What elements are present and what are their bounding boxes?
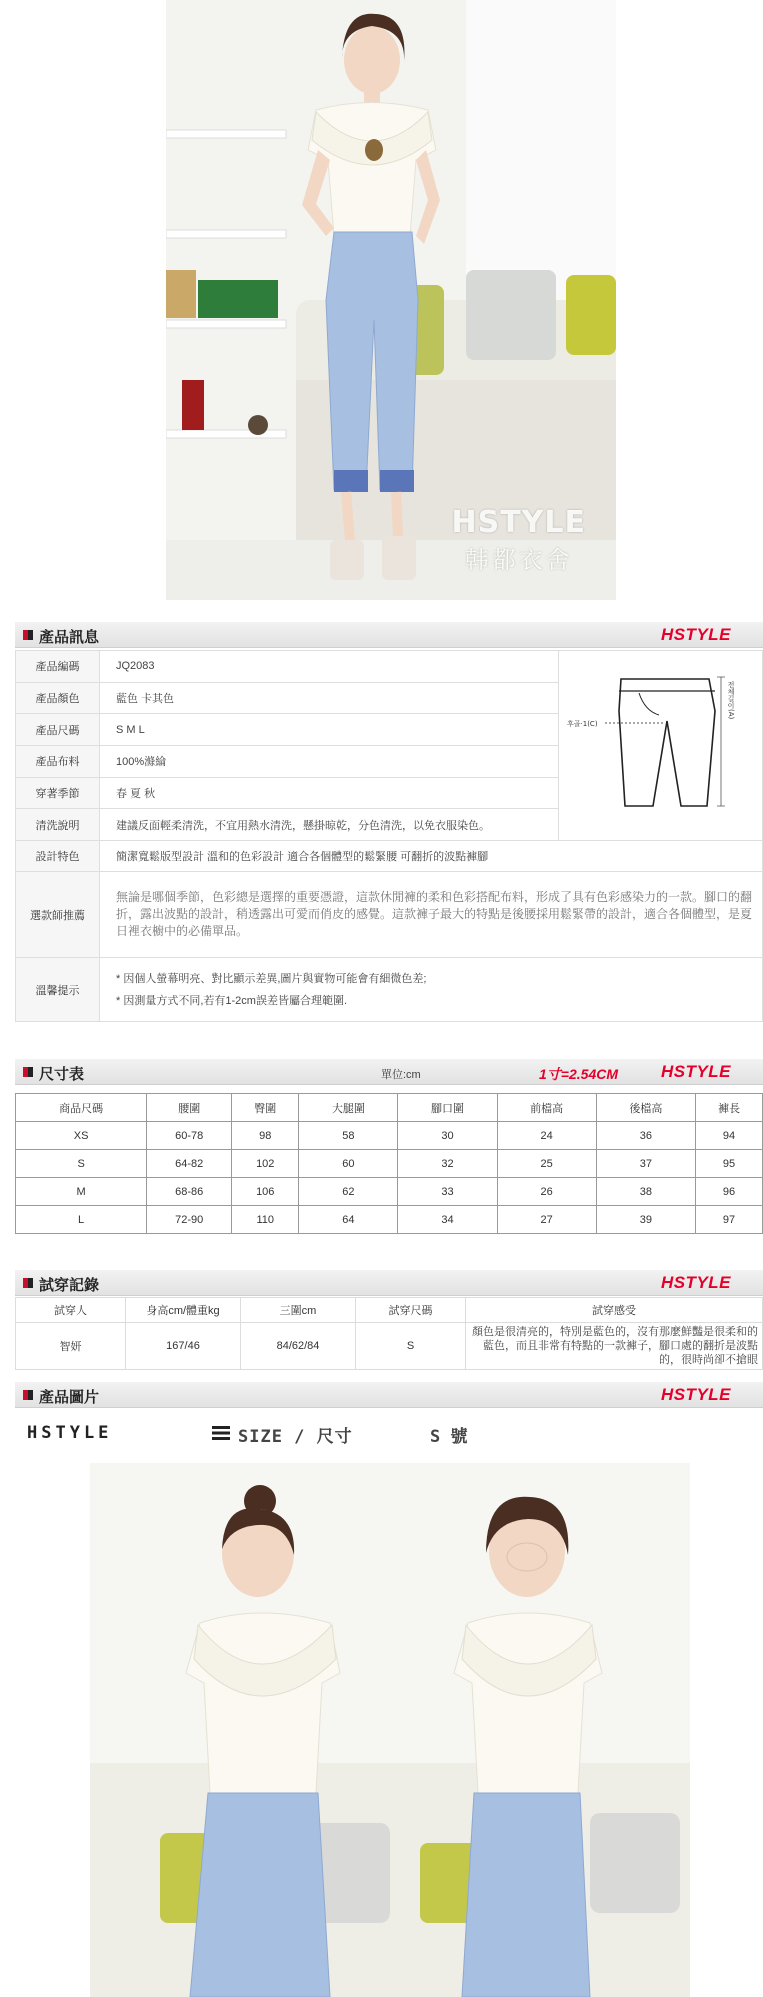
column-header: 身高cm/體重kg	[126, 1298, 241, 1323]
table-row	[16, 1206, 763, 1234]
table-cell: 110	[232, 1206, 299, 1234]
table-cell: 30	[398, 1122, 497, 1150]
hip-label: 후골·1(C)	[567, 720, 598, 728]
brand-logo: HSTYLE	[660, 1273, 731, 1292]
info-value: S M L	[100, 714, 559, 746]
table-cell: S	[16, 1150, 147, 1178]
table-cell: 33	[398, 1178, 497, 1206]
table-cell: 36	[596, 1122, 695, 1150]
table-cell: L	[16, 1206, 147, 1234]
table-cell: M	[16, 1178, 147, 1206]
table-cell: 72-90	[147, 1206, 232, 1234]
table-cell: 25	[497, 1150, 596, 1178]
section-square-icon	[23, 1067, 33, 1077]
info-value: 春 夏 秋	[100, 777, 559, 809]
table-cell: 98	[232, 1122, 299, 1150]
fitting-header	[16, 1298, 763, 1323]
tip-item: * 因測量方式不同,若有1-2cm誤差皆屬合理範圍.	[116, 994, 348, 1007]
tips-row	[16, 958, 763, 1022]
info-value: JQ2083	[100, 651, 559, 683]
section-title: 尺寸表	[39, 1066, 85, 1083]
table-row	[16, 1178, 763, 1206]
table-cell: 62	[299, 1178, 398, 1206]
table-cell: 106	[232, 1178, 299, 1206]
size-diagram	[559, 651, 763, 841]
info-row	[16, 841, 763, 872]
brand-logo: HSTYLE	[660, 625, 731, 644]
table-cell: 60	[299, 1150, 398, 1178]
fitting-table	[15, 1297, 763, 1370]
menu-icon	[212, 1426, 230, 1440]
table-cell: 60-78	[147, 1122, 232, 1150]
unit-label: 單位:cm	[381, 1069, 421, 1081]
recommend-text: 無論是哪個季節，色彩總是選擇的重要憑證，這款休閒褲的柔和色彩搭配布料，形成了具有色彩感染力的一款。腳口的翻折，露出波點的設計，稍透露出可愛而俏皮的感覺。這款褲子最大的特點是後腰採用鬆緊帶的設計，適合各個體型，是夏日裡衣櫥中的必備單品。	[100, 872, 763, 958]
column-header: 試穿尺碼	[356, 1298, 466, 1323]
table-cell: 95	[695, 1150, 762, 1178]
info-value: 建議反面輕柔清洗，不宜用熱水清洗，懸掛晾乾，分色清洗，以免衣服染色。	[100, 809, 559, 841]
column-header: 大腿圍	[299, 1094, 398, 1122]
section-square-icon	[23, 1390, 33, 1400]
table-cell: 96	[695, 1178, 762, 1206]
size-table-header	[16, 1094, 763, 1122]
pants-diagram-icon	[559, 651, 762, 837]
section-title: 試穿記錄	[39, 1277, 100, 1294]
table-cell: 94	[695, 1122, 762, 1150]
column-header: 腳口圍	[398, 1094, 497, 1122]
brand-logo: HSTYLE	[660, 1062, 731, 1081]
size-table	[15, 1093, 763, 1234]
section-title: 產品圖片	[39, 1389, 100, 1406]
table-cell: S	[356, 1323, 466, 1370]
length-label: 전체길이(A)	[727, 681, 735, 720]
table-cell: 64-82	[147, 1150, 232, 1178]
section-square-icon	[23, 1278, 33, 1288]
strip-size-label: SIZE / 尺寸	[238, 1427, 353, 1447]
info-label: 產品編碼	[16, 651, 100, 683]
table-cell: 32	[398, 1150, 497, 1178]
table-cell: 38	[596, 1178, 695, 1206]
info-label: 產品尺碼	[16, 714, 100, 746]
table-cell: 27	[497, 1206, 596, 1234]
section-header-size	[15, 1059, 763, 1085]
tip-item: * 因個人螢幕明亮、對比顯示差異,圖片與實物可能會有細微色差;	[116, 972, 427, 985]
table-cell: 64	[299, 1206, 398, 1234]
table-cell: 84/62/84	[241, 1323, 356, 1370]
table-cell: 97	[695, 1206, 762, 1234]
table-cell: 26	[497, 1178, 596, 1206]
table-cell: 58	[299, 1122, 398, 1150]
product-photo-top	[166, 0, 616, 600]
table-cell: XS	[16, 1122, 147, 1150]
column-header: 後檔高	[596, 1094, 695, 1122]
table-cell: 智妍	[16, 1323, 126, 1370]
section-header-info	[15, 622, 763, 648]
column-header: 臀圍	[232, 1094, 299, 1122]
column-header: 前檔高	[497, 1094, 596, 1122]
recommend-row	[16, 872, 763, 958]
product-info-table	[15, 650, 763, 1022]
table-row	[16, 1122, 763, 1150]
table-cell: 37	[596, 1150, 695, 1178]
column-header: 試穿感受	[466, 1298, 763, 1323]
table-cell: 167/46	[126, 1323, 241, 1370]
photo-caption-strip	[25, 1418, 745, 1448]
table-cell: 34	[398, 1206, 497, 1234]
info-value: 100%滌綸	[100, 745, 559, 777]
watermark-brand: HSTYLE	[451, 505, 586, 540]
section-header-fitting	[15, 1270, 763, 1296]
inch-ratio: 1寸=2.54CM	[539, 1066, 618, 1082]
info-label: 清洗說明	[16, 809, 100, 841]
table-cell: 39	[596, 1206, 695, 1234]
section-square-icon	[23, 630, 33, 640]
strip-size-value: S 號	[430, 1427, 468, 1447]
section-title: 產品訊息	[39, 629, 100, 646]
product-photo-detail	[90, 1463, 690, 1997]
info-label: 產品布料	[16, 745, 100, 777]
table-cell: 102	[232, 1150, 299, 1178]
tips-list	[100, 958, 763, 1022]
info-value: 簡潔寬鬆版型設計 溫和的色彩設計 適合各個體型的鬆緊腰 可翻折的波點褲腳	[100, 841, 763, 872]
strip-brand: HSTYLE	[27, 1423, 113, 1443]
model-pair-illustration	[90, 1463, 690, 1997]
table-cell: 68-86	[147, 1178, 232, 1206]
column-header: 腰圍	[147, 1094, 232, 1122]
watermark-chinese: 韩都衣舍	[464, 547, 573, 574]
column-header: 試穿人	[16, 1298, 126, 1323]
info-label: 設計特色	[16, 841, 100, 872]
column-header: 商品尺碼	[16, 1094, 147, 1122]
table-cell: 24	[497, 1122, 596, 1150]
info-row	[16, 651, 763, 683]
tips-label: 溫馨提示	[16, 958, 100, 1022]
watermark	[451, 505, 586, 575]
column-header: 三圍cm	[241, 1298, 356, 1323]
table-row	[16, 1323, 763, 1370]
column-header: 褲長	[695, 1094, 762, 1122]
info-label: 產品顏色	[16, 682, 100, 714]
fitting-feedback: 顏色是很清亮的，特別是藍色的，沒有那麼鮮豔是很柔和的藍色，而且非常有特點的一款褲子，腳口處的翻折是波點的，很時尚卻不搶眼	[466, 1323, 763, 1370]
info-value: 藍色 卡其色	[100, 682, 559, 714]
recommend-label: 選款師推薦	[16, 872, 100, 958]
info-label: 穿著季節	[16, 777, 100, 809]
table-row	[16, 1150, 763, 1178]
brand-logo: HSTYLE	[660, 1385, 731, 1404]
section-header-photos	[15, 1382, 763, 1408]
